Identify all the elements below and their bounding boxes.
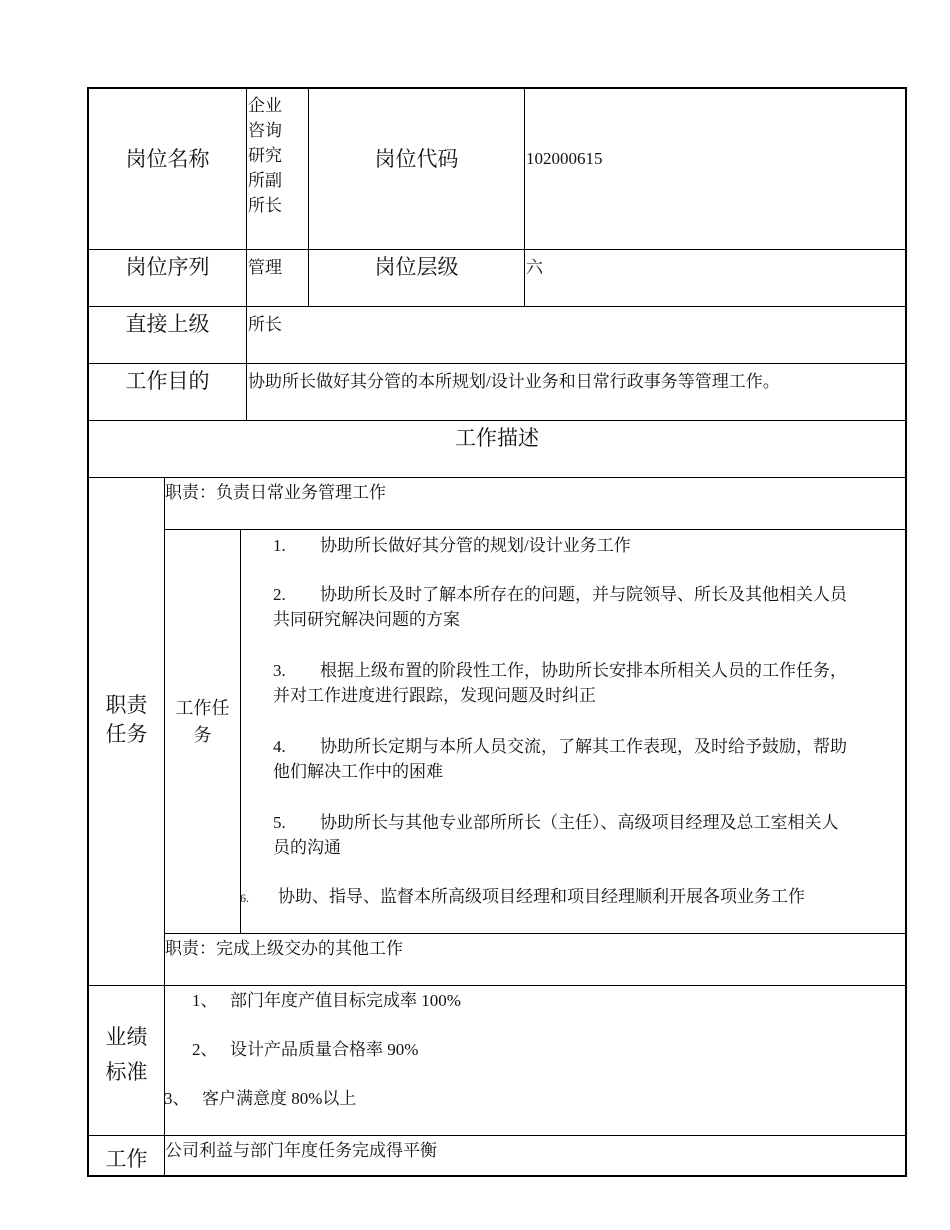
label-direct-superior: 直接上级 (125, 312, 210, 336)
performance-item: 2、 设计产品质量合格率 90% (192, 1040, 419, 1059)
label-position-code: 岗位代码 (374, 147, 459, 171)
label-work-tasks: 工作任 务 (175, 698, 230, 745)
value-work-purpose: 协助所长做好其分管的本所规划/设计业务和日常行政事务等管理工作。 (248, 372, 780, 391)
value-position-name: 企业 咨询 研究 所副 所长 (248, 96, 282, 215)
label-work: 工作 (105, 1147, 148, 1171)
task-item: 4. 协助所长定期与本所人员交流，了解其工作表现，及时给予鼓励，帮助 他们解决工作中的困难 (273, 737, 847, 781)
value-direct-superior: 所长 (248, 315, 282, 334)
value-position-series: 管理 (248, 258, 282, 277)
value-position-level: 六 (526, 258, 543, 277)
performance-item: 1、 部门年度产值目标完成率 100% (192, 991, 461, 1010)
responsibility-1: 职责：负责日常业务管理工作 (165, 483, 386, 502)
task-item: 6. 协助、指导、监督本所高级项目经理和项目经理顺利开展各项业务工作 (240, 887, 805, 906)
task-item: 1. 协助所长做好其分管的规划/设计业务工作 (273, 536, 631, 555)
label-performance-standard: 业绩 标准 (105, 1025, 148, 1084)
value-work: 公司利益与部门年度任务完成得平衡 (165, 1141, 437, 1160)
label-duties: 职责 任务 (105, 693, 148, 746)
label-work-purpose: 工作目的 (125, 369, 210, 393)
section-title-work-description: 工作描述 (455, 426, 539, 450)
performance-item: 3、 客户满意度 80%以上 (164, 1089, 357, 1108)
label-position-name: 岗位名称 (125, 147, 210, 171)
task-item: 2. 协助所长及时了解本所存在的问题，并与院领导、所长及其他相关人员 共同研究解决问题的方案 (273, 585, 847, 629)
value-position-code: 102000615 (526, 149, 603, 168)
responsibility-2: 职责：完成上级交办的其他工作 (165, 939, 403, 958)
task-item: 5. 协助所长与其他专业部所所长（主任）、高级项目经理及总工室相关人 员的沟通 (273, 813, 839, 857)
label-position-level: 岗位层级 (374, 255, 459, 279)
task-item: 3. 根据上级布置的阶段性工作，协助所长安排本所相关人员的工作任务， 并对工作进度进行跟踪，发现问题及时纠正 (273, 661, 847, 705)
label-position-series: 岗位序列 (125, 255, 210, 279)
